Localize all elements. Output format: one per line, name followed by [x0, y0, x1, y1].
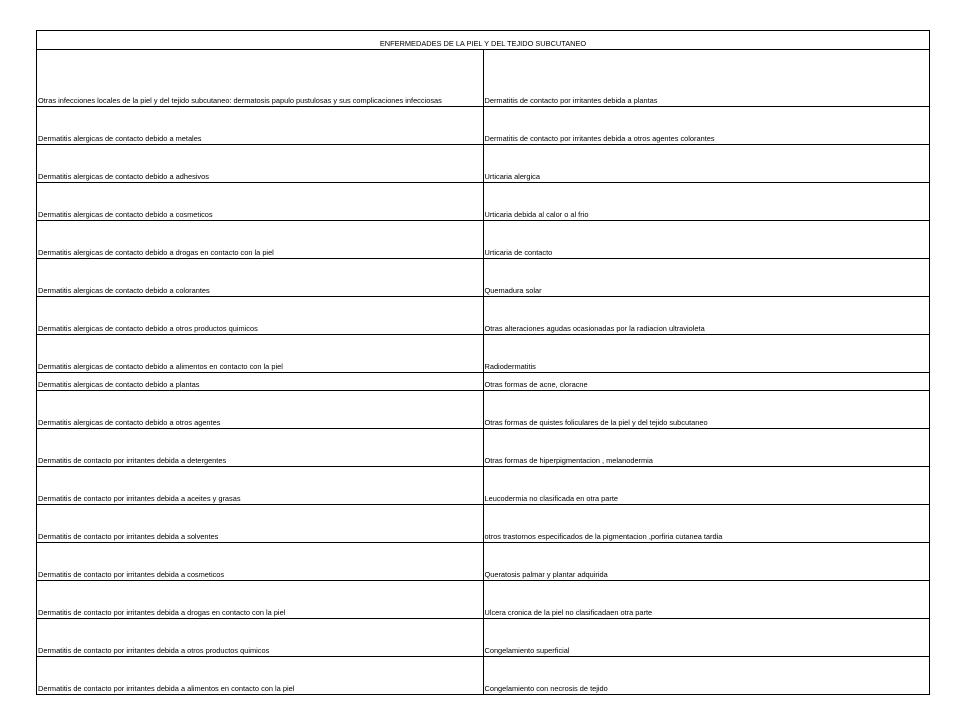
left-cell[interactable]: Dermatitis alergicas de contacto debido a cosmeticos — [37, 183, 484, 221]
left-cell[interactable]: Dermatitis alergicas de contacto debido a metales — [37, 107, 484, 145]
right-cell[interactable]: Queratosis palmar y plantar adquirida — [483, 543, 930, 581]
left-cell[interactable]: Dermatitis de contacto por irritantes debida a drogas en contacto con la piel — [37, 581, 484, 619]
left-cell[interactable]: Dermatitis alergicas de contacto debido a plantas — [37, 373, 484, 391]
table-row — [37, 391, 930, 429]
right-cell[interactable]: Otras formas de acne, cloracne — [483, 373, 930, 391]
right-cell[interactable]: otros trastornos especificados de la pigmentacion ,porfiria cutanea tardia — [483, 505, 930, 543]
disease-table — [36, 30, 930, 695]
table-row — [37, 543, 930, 581]
left-cell[interactable]: Dermatitis alergicas de contacto debido a otros agentes — [37, 391, 484, 429]
table-row — [37, 429, 930, 467]
left-cell[interactable]: Otras infecciones locales de la piel y del tejido subcutaneo: dermatosis papulo pustulosas y sus complicaciones infecciosas — [37, 50, 484, 107]
table-row — [37, 145, 930, 183]
table-row — [37, 259, 930, 297]
right-cell[interactable]: Congelamiento con necrosis de tejido — [483, 657, 930, 695]
right-cell[interactable]: Radiodermatitis — [483, 335, 930, 373]
table-row — [37, 297, 930, 335]
left-cell[interactable]: Dermatitis de contacto por irritantes debida a alimentos en contacto con la piel — [37, 657, 484, 695]
left-cell[interactable]: Dermatitis de contacto por irritantes debida a detergentes — [37, 429, 484, 467]
table-row — [37, 221, 930, 259]
left-cell[interactable]: Dermatitis de contacto por irritantes debida a otros productos quimicos — [37, 619, 484, 657]
table-row — [37, 467, 930, 505]
right-cell[interactable]: Otras alteraciones agudas ocasionadas por la radiacion ultravioleta — [483, 297, 930, 335]
left-cell[interactable]: Dermatitis de contacto por irritantes debida a solventes — [37, 505, 484, 543]
right-cell[interactable]: Ulcera cronica de la piel no clasificadaen otra parte — [483, 581, 930, 619]
right-cell[interactable]: Congelamiento superficial — [483, 619, 930, 657]
table-title[interactable]: ENFERMEDADES DE LA PIEL Y DEL TEJIDO SUBCUTANEO — [37, 31, 930, 50]
left-cell[interactable]: Dermatitis alergicas de contacto debido a colorantes — [37, 259, 484, 297]
right-cell[interactable]: Urticaria debida al calor o al frio — [483, 183, 930, 221]
right-cell[interactable]: Urticaria alergica — [483, 145, 930, 183]
table-row — [37, 335, 930, 373]
right-cell[interactable]: Otras formas de quistes foliculares de la piel y del tejido subcutaneo — [483, 391, 930, 429]
table-row — [37, 657, 930, 695]
table-row — [37, 505, 930, 543]
right-cell[interactable]: Otras formas de hiperpigmentacion , melanodermia — [483, 429, 930, 467]
table-row — [37, 373, 930, 391]
left-cell[interactable]: Dermatitis alergicas de contacto debido a adhesivos — [37, 145, 484, 183]
table-row — [37, 581, 930, 619]
left-cell[interactable]: Dermatitis alergicas de contacto debido a drogas en contacto con la piel — [37, 221, 484, 259]
left-cell[interactable]: Dermatitis de contacto por irritantes debida a cosmeticos — [37, 543, 484, 581]
table-row — [37, 107, 930, 145]
right-cell[interactable]: Dermatitis de contacto por irritantes debida a otros agentes colorantes — [483, 107, 930, 145]
left-cell[interactable]: Dermatitis de contacto por irritantes debida a aceites y grasas — [37, 467, 484, 505]
table-row — [37, 183, 930, 221]
left-cell[interactable]: Dermatitis alergicas de contacto debido a alimentos en contacto con la piel — [37, 335, 484, 373]
right-cell[interactable]: Dermatitis de contacto por irritantes debida a plantas — [483, 50, 930, 107]
left-cell[interactable]: Dermatitis alergicas de contacto debido a otros productos quimicos — [37, 297, 484, 335]
table-row — [37, 619, 930, 657]
title-row — [37, 31, 930, 50]
right-cell[interactable]: Leucodermia no clasificada en otra parte — [483, 467, 930, 505]
right-cell[interactable]: Urticaria de contacto — [483, 221, 930, 259]
right-cell[interactable]: Quemadura solar — [483, 259, 930, 297]
table-row — [37, 50, 930, 107]
